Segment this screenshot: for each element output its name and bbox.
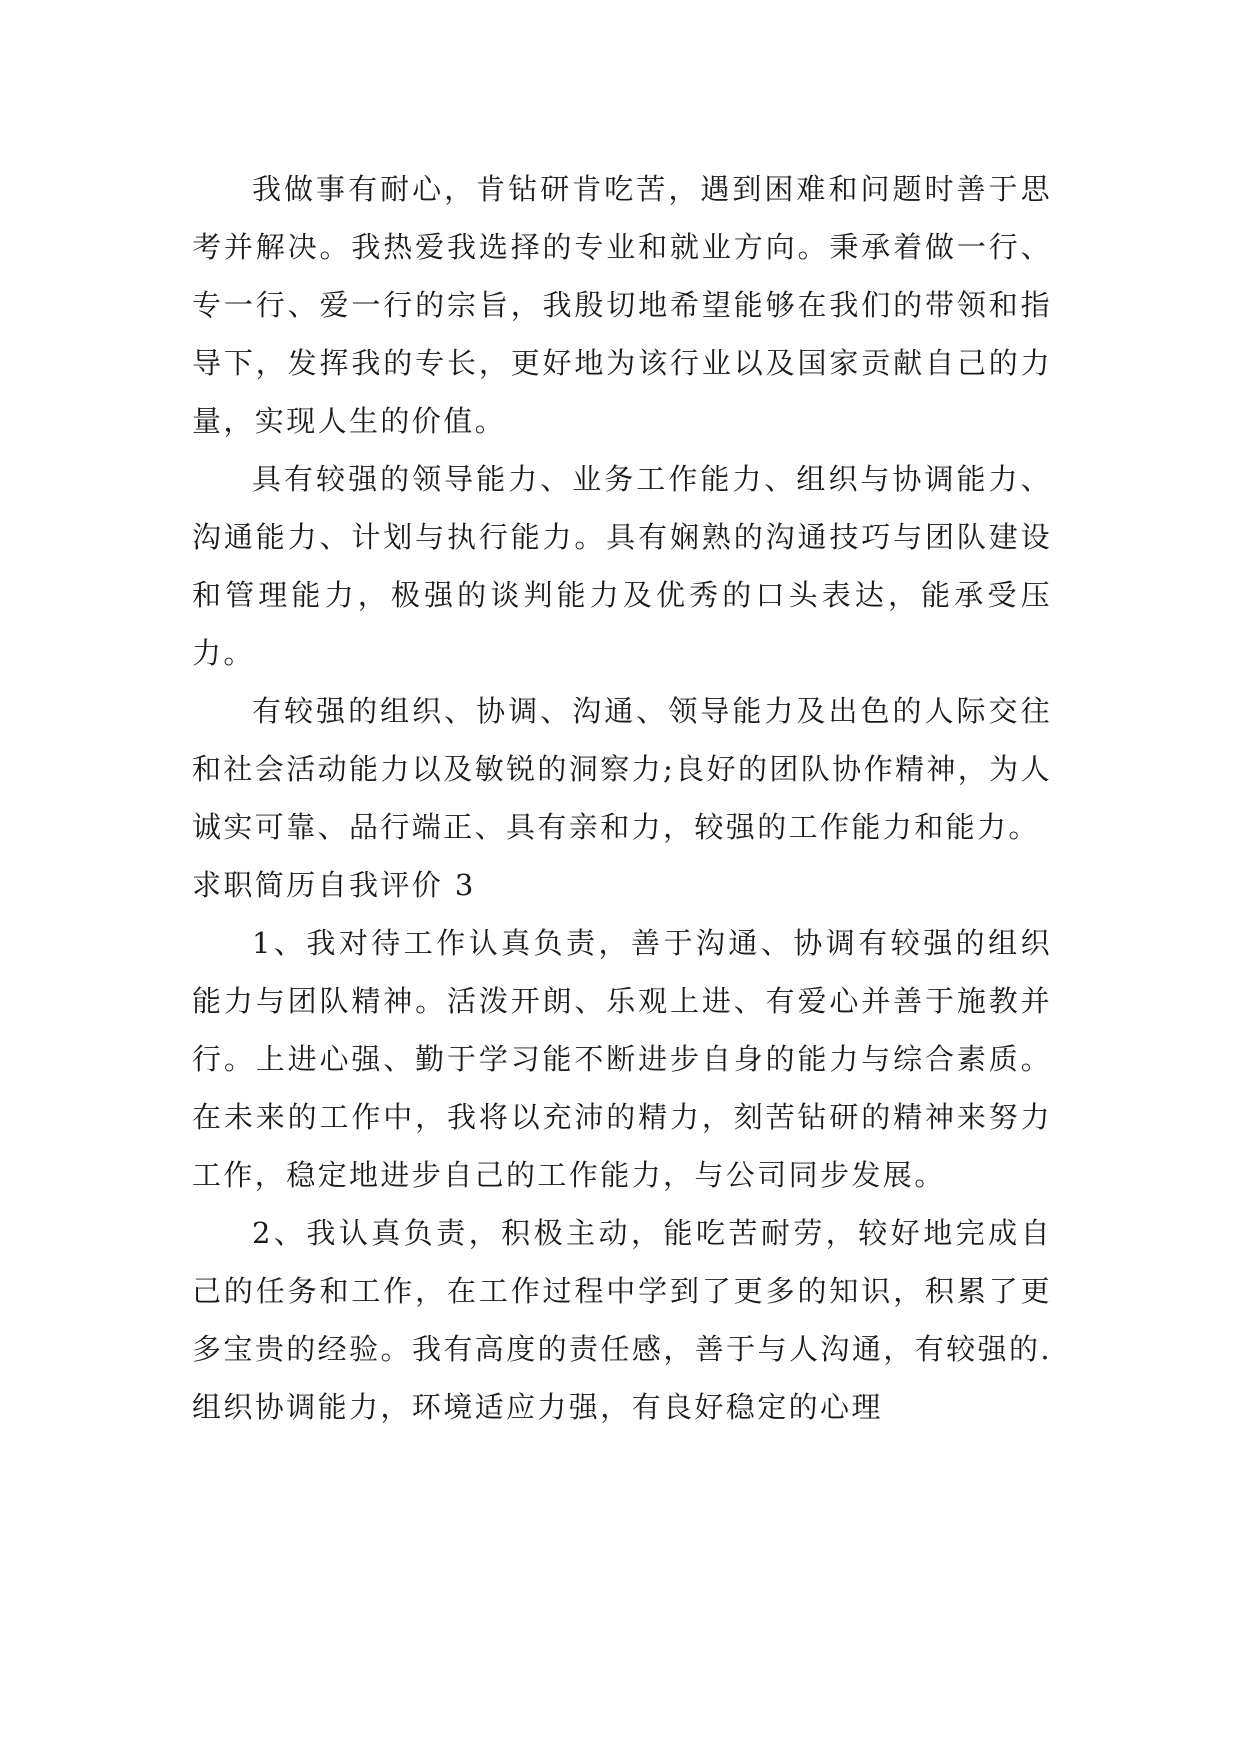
paragraph-patience: 我做事有耐心，肯钻研肯吃苦，遇到困难和问题时善于思考并解决。我热爱我选择的专业和就业方向。秉承着做一行、专一行、爱一行的宗旨，我殷切地希望能够在我们的带领和指导下，发挥我的专长，更好地为该行业以及国家贡献自己的力量，实现人生的价值。 <box>192 172 1052 438</box>
paragraph-item-1: 1、我对待工作认真负责，善于沟通、协调有较强的组织能力与团队精神。活泼开朗、乐观上进、有爱心并善于施教并行。上进心强、勤于学习能不断进步自身的能力与综合素质。在未来的工作中，我将以充沛的精力，刻苦钻研的精神来努力工作，稳定地进步自己的工作能力，与公司同步发展。 <box>192 926 1052 1192</box>
document-page <box>192 160 1052 1436</box>
paragraph-item-2: 2、我认真负责，积极主动，能吃苦耐劳，较好地完成自己的任务和工作，在工作过程中学到了更多的知识，积累了更多宝贵的经验。我有高度的责任感，善于与人沟通，有较强的.组织协调能力，环境适应力强，有良好稳定的心理 <box>192 1216 1052 1424</box>
section-heading: 求职简历自我评价 3 <box>192 868 476 902</box>
paragraph-organization-skills: 有较强的组织、协调、沟通、领导能力及出色的人际交往和社会活动能力以及敏锐的洞察力;良好的团队协作精神，为人诚实可靠、品行端正、具有亲和力，较强的工作能力和能力。 <box>192 694 1052 844</box>
paragraph-leadership-abilities: 具有较强的领导能力、业务工作能力、组织与协调能力、沟通能力、计划与执行能力。具有娴熟的沟通技巧与团队建设和管理能力，极强的谈判能力及优秀的口头表达，能承受压力。 <box>192 462 1052 670</box>
